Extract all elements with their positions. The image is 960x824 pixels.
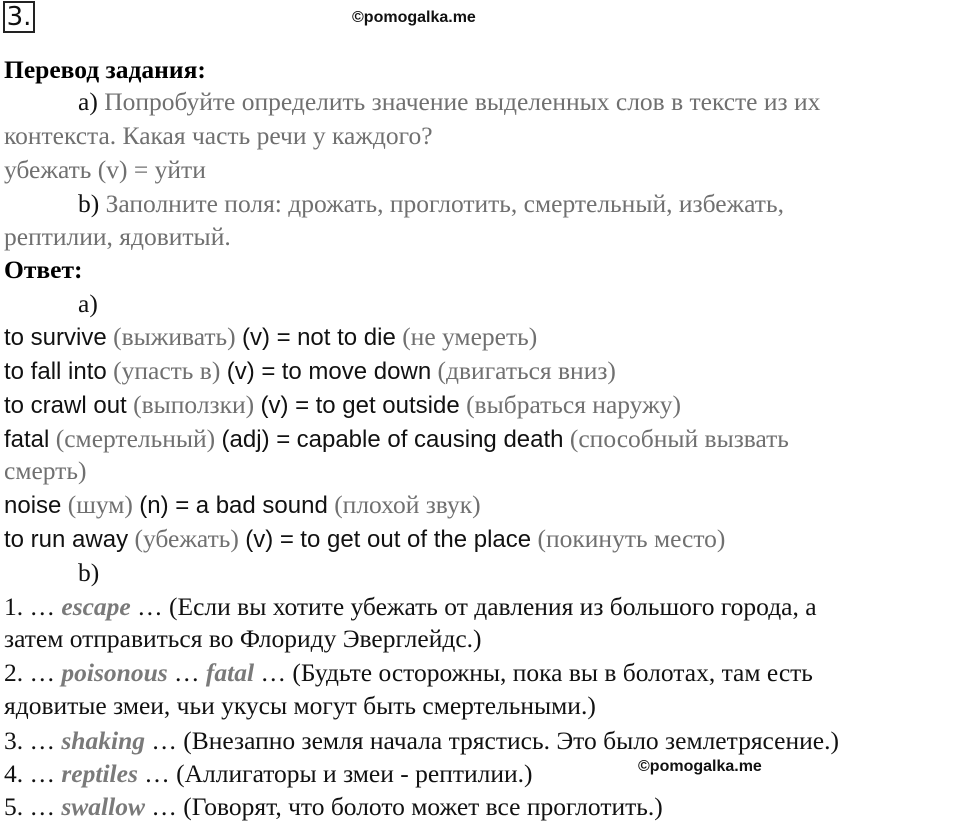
vocab-definition: not to die [297, 324, 396, 351]
fill-number: 4. … [4, 759, 55, 788]
vocab-definition-translation: (плохой звук) [334, 490, 481, 519]
fill-word-second: fatal [205, 658, 255, 687]
fill-number: 1. … [4, 592, 55, 621]
vocab-pos: (v) = [226, 358, 276, 385]
fill-row [4, 592, 817, 622]
vocab-word: noise [4, 492, 62, 519]
fill-number: 2. … [4, 658, 55, 687]
vocab-definition-translation: (двигаться вниз) [437, 356, 616, 385]
vocab-translation: (смертельный) [55, 424, 216, 453]
fill-sentence: … (Говорят, что болото может все проглотить.) [151, 792, 663, 821]
vocab-definition-translation: (способный вызвать [569, 424, 789, 453]
fill-number: 3. … [4, 726, 55, 755]
fill-sentence: … (Будьте осторожны, пока вы в болотах, там есть [260, 658, 813, 687]
task-a-marker: a) [78, 87, 98, 116]
answer-b-marker: b) [78, 558, 100, 587]
task-a-text-cont: контекста. Какая часть речи у каждого? [4, 121, 433, 150]
vocab-pos: (v) = [245, 526, 294, 553]
fill-word: poisonous [61, 658, 168, 687]
vocab-pos: (n) = [139, 492, 190, 519]
vocab-definition: to get outside [315, 392, 460, 419]
vocab-row [4, 390, 681, 421]
task-b [78, 189, 784, 219]
vocab-definition: capable of causing death [296, 426, 564, 453]
vocab-translation: (выживать) [113, 322, 236, 351]
vocab-definition-translation-cont: смерть) [4, 456, 87, 485]
vocab-definition-translation: (покинуть место) [537, 524, 726, 553]
answer-heading: Ответ: [4, 255, 83, 284]
vocab-word: to run away [4, 526, 129, 553]
fill-sentence: … (Если вы хотите убежать от давления из большого города, а [137, 592, 817, 621]
fill-row [4, 658, 813, 688]
fill-word: swallow [61, 792, 145, 821]
vocab-row [4, 490, 481, 521]
watermark-bottom: ©pomogalka.me [638, 758, 762, 775]
vocab-definition: to get out of the place [300, 526, 532, 553]
task-a-text: Попробуйте определить значение выделенных слов в тексте из их [104, 87, 821, 116]
vocab-translation: (упасть в) [113, 356, 221, 385]
fill-word: escape [61, 592, 131, 621]
vocab-word: to survive [4, 324, 107, 351]
vocab-translation: (шум) [67, 490, 133, 519]
example-line: убежать (v) = уйти [4, 155, 206, 184]
vocab-word: to crawl out [4, 392, 127, 419]
fill-row [4, 726, 839, 756]
vocab-row [4, 356, 616, 387]
fill-sentence-cont: ядовитые змеи, чьи укусы могут быть смертельными.) [4, 691, 596, 720]
vocab-definition-translation: (выбраться наружу) [466, 390, 681, 419]
task-b-text: Заполните поля: дрожать, проглотить, смертельный, избежать, [105, 189, 784, 218]
vocab-definition: a bad sound [195, 492, 328, 519]
fill-word: reptiles [61, 759, 138, 788]
fill-row [4, 759, 533, 789]
exercise-number: 3. [3, 1, 35, 33]
vocab-row [4, 424, 789, 455]
fill-number: 5. … [4, 792, 55, 821]
vocab-pos: (adj) = [221, 426, 291, 453]
task-heading: Перевод задания: [4, 55, 206, 84]
watermark-top: ©pomogalka.me [352, 9, 476, 26]
fill-sentence: … (Внезапно земля начала трястись. Это было землетрясение.) [151, 726, 839, 755]
fill-sentence-cont: затем отправиться во Флориду Эверглейдс.) [4, 624, 482, 653]
vocab-word: to fall into [4, 358, 107, 385]
answer-a-marker: a) [78, 289, 98, 318]
vocab-row [4, 322, 537, 353]
vocab-definition-translation: (не умереть) [402, 322, 538, 351]
fill-row [4, 792, 663, 822]
vocab-row [4, 524, 725, 555]
vocab-translation: (выползки) [133, 390, 255, 419]
vocab-definition: to move down [281, 358, 432, 385]
fill-ellipsis: … [174, 658, 200, 687]
fill-word: shaking [61, 726, 145, 755]
task-a [78, 87, 820, 117]
vocab-translation: (убежать) [134, 524, 239, 553]
task-b-text-cont: рептилии, ядовитый. [4, 222, 231, 251]
vocab-pos: (v) = [242, 324, 291, 351]
vocab-word: fatal [4, 426, 50, 453]
task-b-marker: b) [78, 189, 100, 218]
fill-sentence: … (Аллигаторы и змеи - рептилии.) [144, 759, 533, 788]
vocab-pos: (v) = [260, 392, 310, 419]
